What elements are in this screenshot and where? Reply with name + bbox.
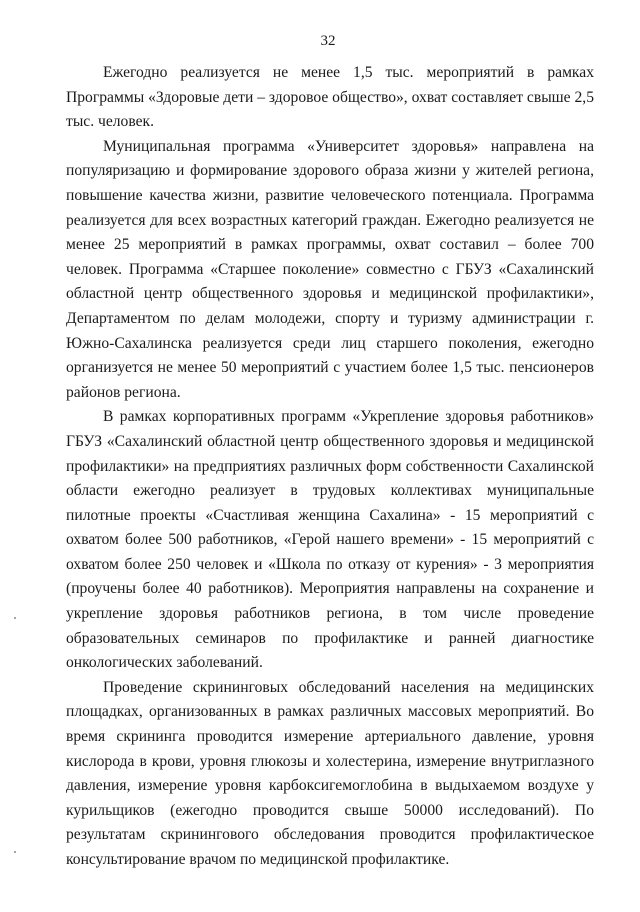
scan-speck — [14, 617, 16, 619]
paragraph-screening: Проведение скрининговых обследований населения на медицинских площадках, организованных в рамках различных массовых мероприятий. Во время скрининга проводится измерение артериального давление, уровня кислорода в крови, уровня глюкозы и холестерина, измерение внутриглазного давления, измерение уровня карбоксигемоглобина в выдыхаемом воздухе у курильщиков (ежегодно проводится свыше 50000 исследований). По результатам скринингового обследования проводится профилактическое консультирование врачом по медицинской профилактике. — [66, 678, 594, 868]
paragraph-corporate-programs: В рамках корпоративных программ «Укрепление здоровья работников» ГБУЗ «Сахалинский областной центр общественного здоровья и медицинской профилактики» на предприятиях различных форм собственности Сахалинской области ежегодно реализует в трудовых коллективах муниципальные пилотные проекты «Счастливая женщина Сахалина» - 15 мероприятий с охватом более 500 работников, «Герой нашего времени» - 15 мероприятий с охватом более 250 человек и «Школа по отказу от курения» - 3 мероприятия (проучены более 40 работников). Мероприятия направлены на сохранение и укрепление здоровья работников региона, в том числе проведение образовательных семинаров по профилактике и ранней диагностике онкологических заболеваний. — [66, 408, 594, 672]
paragraph-healthy-children: Ежегодно реализуется не менее 1,5 тыс. мероприятий в рамках Программы «Здоровые дети – здоровое общество», охват составляет свыше 2,5 тыс. человек. — [66, 64, 594, 131]
page-number: 32 — [320, 33, 336, 49]
scan-speck — [14, 851, 16, 853]
document-body — [66, 61, 594, 873]
paragraph-university-of-health: Муниципальная программа «Университет здоровья» направлена на популяризацию и формирование здорового образа жизни у жителей региона, повышение качества жизни, развитие человеческого потенциала. Программа реализуется для всех возрастных категорий граждан. Ежегодно реализуется не менее 25 мероприятий в рамках программы, охват составил – более 700 человек. Программа «Старшее поколение» совместно с ГБУЗ «Сахалинский областной центр общественного здоровья и медицинской профилактики», Департаментом по делам молодежи, спорту и туризму администрации г. Южно-Сахалинска реализуется среди лиц старшего поколения, ежегодно организуется не менее 50 мероприятий с участием более 1,5 тыс. пенсионеров районов региона. — [66, 137, 594, 401]
